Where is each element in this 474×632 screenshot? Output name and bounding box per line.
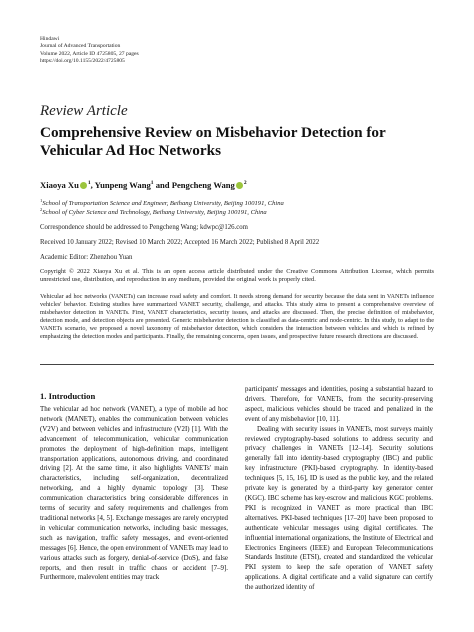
orcid-icon[interactable] (80, 182, 87, 189)
section-divider (40, 364, 434, 365)
publisher-name: Hindawi (40, 36, 60, 42)
journal-doi-link[interactable]: https://doi.org/10.1155/2022/4725805 (40, 58, 125, 65)
affiliation-text: School of Cyber Science and Technology, Beihang University, Beijing 100191, China (42, 209, 267, 217)
abstract: Vehicular ad hoc networks (VANETs) can increase road safety and comfort. It needs strong demand for security because the data sent in VANETs influence vehicles' behavior. Existing studies have summarized VANET security, challenge, and attacks. This study aims to present a comprehensive overview of misbehavior detection in VANETs. First, VANET characteristics, security issues, and attacks are discussed. Then, the precise definition of misbehavior, detection mode, and detection objects are presented. Generic misbehavior detection is classified as data-centric and node-centric. In this study, to adapt to the VANETs scenario, we proposed a novel taxonomy of misbehavior detection, which considers the interaction between vehicles and which is refined by emphasizing the detection modes and participants. Finally, the remaining concerns, open issues, and prospective future research directions are discussed. (40, 293, 434, 341)
journal-volume: Volume 2022, Article ID 4725805, 27 pages (40, 50, 139, 57)
body-paragraph: The vehicular ad hoc network (VANET), a type of mobile ad hoc network (MANET), enables the communication between vehicles (V2V) and between vehicles and infrastructure (V2I) [1]. With the advancement of telecommunication, vehicular communication promotes the deployment of high-definition maps, intelligent transportation applications, autonomous driving, and coordinated driving [2]. At the same time, it also highlights VANETs' main characteristics, including self-organization, decentralized networking, and a highly dynamic topology [3]. These communication characteristics bring considerable differences in terms of security and safety requirements and challenges from traditional networks [4, 5]. Exchange messages are rarely encrypted in vehicular communication networks, including basic messages, such as navigation, traffic safety messages, and event-oriented messages [6]. Hence, the open environment of VANETs may lead to various attacks such as forgery, denial-of-service (DoS), and false reports, and then result in traffic chaos or accident [7–9]. Furthermore, malevolent entities may track (40, 406, 228, 582)
article-title: Comprehensive Review on Misbehavior Detection for Vehicular Ad Hoc Networks (40, 124, 386, 159)
journal-name: Journal of Advanced Transportation (40, 43, 121, 50)
affiliation (40, 207, 267, 216)
author-separator: , (90, 180, 95, 190)
author-list (40, 180, 247, 190)
orcid-icon[interactable] (236, 182, 243, 189)
affiliation-mark: 1 (40, 198, 43, 203)
journal-header (40, 36, 139, 66)
author-affiliation-mark: 1 (150, 180, 154, 187)
section-heading: 1. Introduction (40, 391, 96, 401)
copyright-notice: Copyright © 2022 Xiaoya Xu et al. This is an open access article distributed under the Creative Commons Attribution License, which permits unrestricted use, distribution, and reproduction in any medium, provided the original work is properly cited. (40, 268, 434, 284)
article-type: Review Article (40, 103, 128, 119)
author-separator: and (153, 180, 172, 190)
affiliation-text: School of Transportation Science and Engineer, Beihang University, Beijing 100191, China (42, 200, 284, 208)
affiliation (40, 198, 284, 207)
author-name[interactable]: Xiaoya Xu (40, 180, 79, 190)
academic-editor: Academic Editor: Zhenzhou Yuan (40, 254, 133, 261)
body-paragraph: Dealing with security issues in VANETs, most surveys mainly reviewed cryptography-based solutions to address security and privacy challenges in VANETs [12–14]. Security solutions generally fall into identity-based cryptography (IBC) and public key infrastructure (PKI)-based cryptography. In identity-based techniques [5, 15, 16], ID is used as the public key, and the related private key is generated by a third-party key generator center (KGC). IBC scheme has key-escrow and malicious KGC problems. PKI is recognized in VANET as more practical than IBC alternatives. PKI-based techniques [17–20] have been proposed to authenticate vehicular messages using digital certificates. The influential international organizations, the Institute of Electrical and Electronics Engineers (IEEE) and European Telecommunications Standards Institute (ETSI), created and standardized the vehicular PKI system to keep the safe operation of VANET safety applications. A digital certificate and a valid signature can certify the authorized identity of (245, 425, 433, 592)
left-column (40, 405, 228, 583)
correspondence: Correspondence should be addressed to Pengcheng Wang; kdwpc@126.com (40, 224, 248, 231)
right-column (245, 385, 433, 593)
author-name[interactable]: Pengcheng Wang (171, 180, 235, 190)
body-paragraph: participants' messages and identities, posing a substantial hazard to drivers. Therefore, for VANETs, from the security-preserving aspect, malicious vehicles should be traced and penalized in the event of any misbehavior [10, 11]. (245, 386, 433, 423)
publication-dates: Received 10 January 2022; Revised 10 March 2022; Accepted 16 March 2022; Published 8 April 2022 (40, 239, 320, 246)
author-affiliation-mark: 2 (243, 180, 247, 187)
author-name[interactable]: Yunpeng Wang (94, 180, 151, 190)
affiliation-mark: 2 (40, 207, 43, 212)
author-affiliation-mark: 1 (87, 180, 91, 187)
